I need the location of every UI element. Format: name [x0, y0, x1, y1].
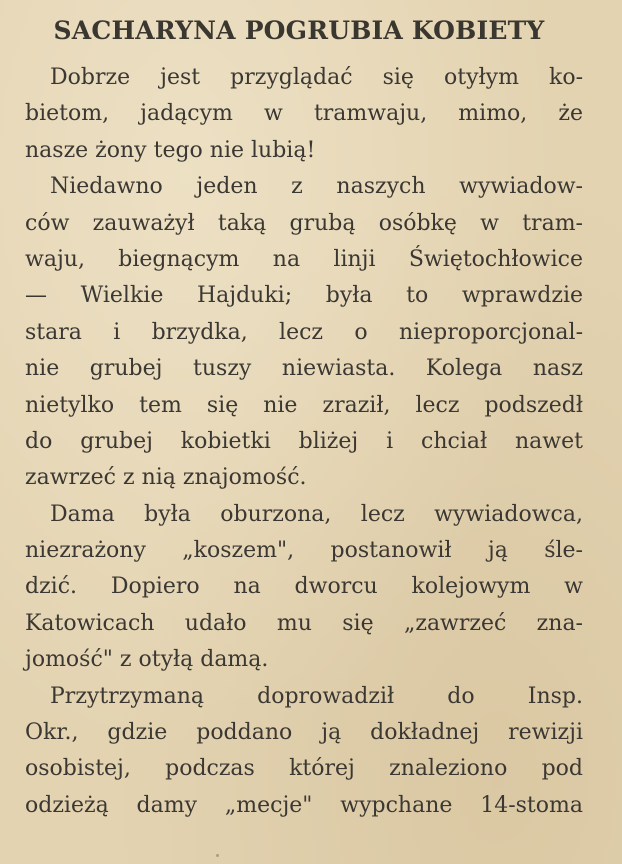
text-line: osobistej, podczas której znaleziono pod [25, 756, 583, 782]
text-line: ców zauważył taką grubą osóbkę w tram- [25, 210, 583, 236]
text-line: Dama była oburzona, lecz wywiadowca, [50, 501, 583, 527]
text-line: Katowicach udało mu się „zawrzeć zna- [25, 610, 583, 636]
text-line: niezrażony „koszem", postanowił ją śle- [25, 538, 583, 564]
text-line: dzić. Dopiero na dworcu kolejowym w [25, 574, 583, 600]
article-title: SACHARYNA POGRUBIA KOBIETY [53, 16, 545, 45]
text-line: odzieżą damy „mecje" wypchane 14-stoma [25, 792, 583, 818]
paragraph-3 [25, 497, 583, 679]
text-line: do grubej kobietki bliżej i chciał nawet [25, 428, 583, 454]
text-line: waju, biegnącym na linji Świętochłowice [25, 246, 583, 272]
text-line: jomość" z otyłą damą. [25, 647, 269, 673]
text-line: — Wielkie Hajduki; była to wprawdzie [25, 283, 583, 309]
text-line: nie grubej tuszy niewiasta. Kolega nasz [25, 356, 583, 382]
text-line: nietylko tem się nie zraził, lecz podszedł [25, 392, 583, 418]
paragraph-1 [25, 60, 583, 169]
text-line: Przytrzymaną doprowadził do Insp. [50, 683, 583, 709]
paragraph-4 [25, 679, 583, 825]
text-line: nasze żony tego nie lubią! [25, 137, 316, 163]
text-line: bietom, jadącym w tramwaju, mimo, że [25, 101, 583, 127]
text-line: stara i brzydka, lecz o nieproporcjonal- [25, 319, 583, 345]
text-line: zawrzeć z nią znajomość. [25, 465, 307, 491]
text-line: Dobrze jest przyglądać się otyłym ko- [50, 65, 583, 90]
paragraph-2 [25, 169, 583, 497]
paper-speck [216, 854, 219, 857]
text-line: Okr., gdzie poddano ją dokładnej rewizji [25, 720, 583, 746]
text-line: Niedawno jeden z naszych wywiadow- [50, 174, 583, 200]
article-body [25, 60, 583, 824]
